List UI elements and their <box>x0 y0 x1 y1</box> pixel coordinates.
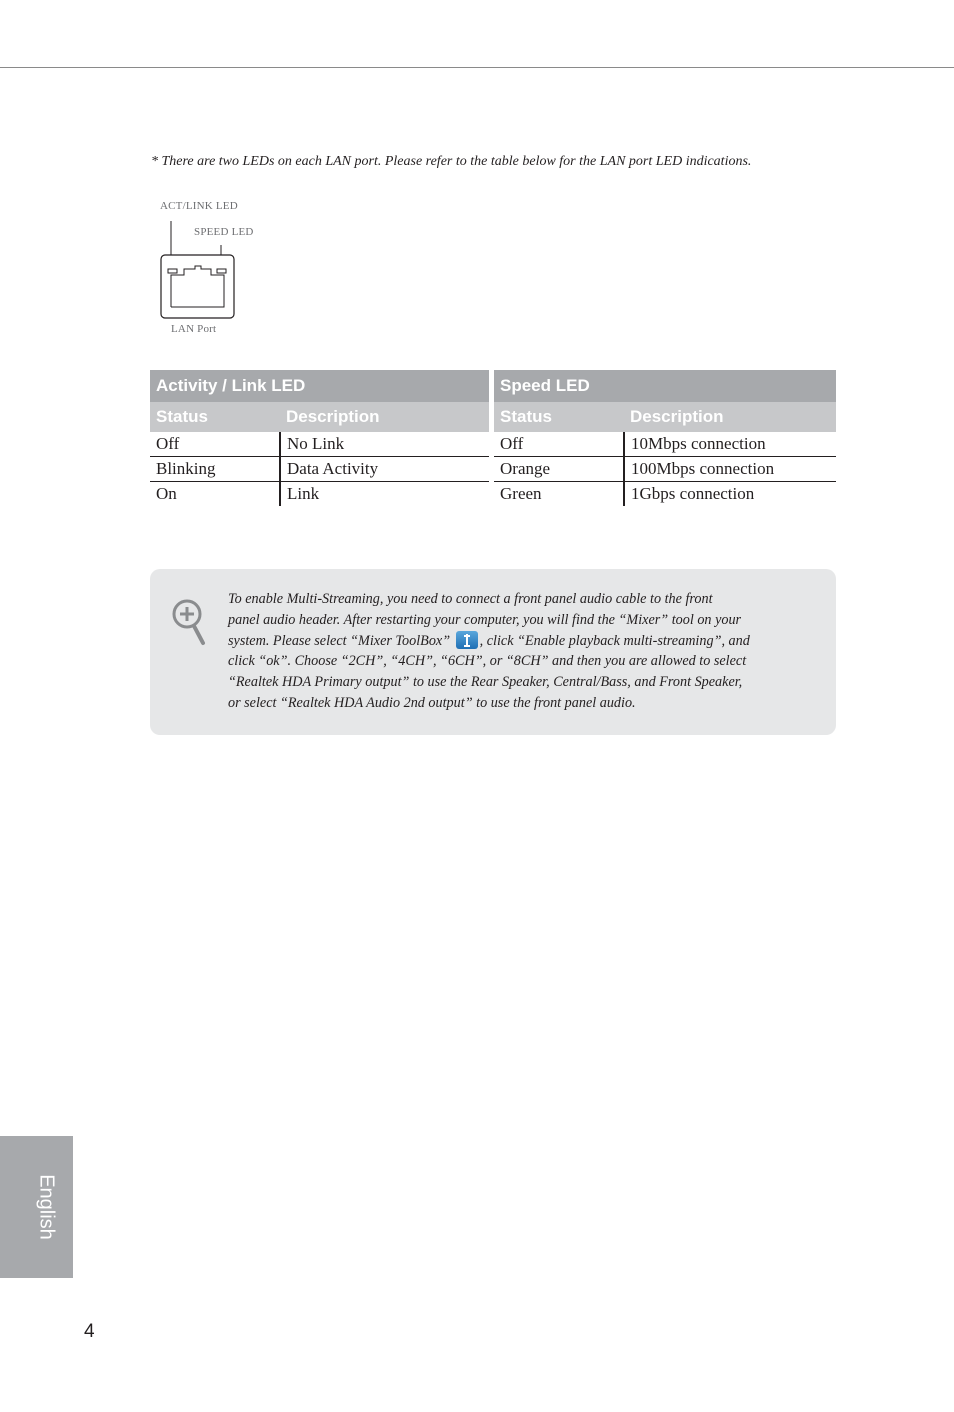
table-title-row <box>150 370 489 402</box>
description-cell: Data Activity <box>280 457 489 482</box>
table-row <box>494 432 836 457</box>
description-cell: 100Mbps connection <box>624 457 836 482</box>
multi-streaming-tip-box <box>150 569 836 735</box>
column-header-status: Status <box>494 402 624 432</box>
column-header-status: Status <box>150 402 280 432</box>
description-cell: 1Gbps connection <box>631 484 755 503</box>
tip-line-part: , click “Enable playback multi-streaming”, and <box>479 632 750 649</box>
lan-port-label: LAN Port <box>171 323 217 335</box>
table-row <box>150 457 489 482</box>
activity-link-led-table <box>150 370 489 506</box>
page-number: 4 <box>84 1321 95 1342</box>
column-header-description: Description <box>280 402 489 432</box>
status-cell: Green <box>494 482 624 507</box>
speed-table-title: Speed LED <box>494 370 836 402</box>
table-row <box>150 482 489 507</box>
status-cell: On <box>150 482 280 507</box>
act-link-led-label: ACT/LINK LED <box>160 200 238 212</box>
mixer-toolbox-icon <box>456 631 478 649</box>
activity-table-title: Activity / Link LED <box>150 370 489 402</box>
language-side-tab <box>0 1136 73 1278</box>
table-row <box>150 432 489 457</box>
status-cell: Blinking <box>150 457 280 482</box>
language-label: English <box>35 1174 58 1240</box>
column-header-description: Description <box>624 402 836 432</box>
table-row <box>494 457 836 482</box>
speed-led-label: SPEED LED <box>194 226 254 238</box>
tip-line: To enable Multi-Streaming, you need to connect a front panel audio cable to the front <box>228 591 713 607</box>
tip-line: or select “Realtek HDA Audio 2nd output” to use the front panel audio. <box>228 694 636 711</box>
description-cell: 10Mbps connection <box>624 432 836 457</box>
tip-line-part: system. Please select “Mixer ToolBox” <box>228 632 454 649</box>
table-header-row <box>150 402 489 432</box>
magnifier-plus-icon <box>170 597 210 649</box>
description-cell: Link <box>287 484 320 503</box>
table-header-row <box>494 402 836 432</box>
description-cell: No Link <box>280 432 489 457</box>
header-rule <box>0 67 954 68</box>
speed-led-table <box>494 370 836 506</box>
tip-line <box>228 631 788 652</box>
tip-line: “Realtek HDA Primary output” to use the Rear Speaker, Central/Bass, and Front Speaker, <box>228 674 743 691</box>
status-cell: Off <box>150 432 280 457</box>
lan-led-note: * There are two LEDs on each LAN port. Please refer to the table below for the LAN port LED indications. <box>151 154 752 169</box>
table-title-row <box>494 370 836 402</box>
tip-line: panel audio header. After restarting your computer, you will find the “Mixer” tool on your <box>228 611 742 628</box>
table-row <box>494 482 836 507</box>
status-cell: Off <box>494 432 624 457</box>
tip-text <box>228 589 788 714</box>
tip-line: click “ok”. Choose “2CH”, “4CH”, “6CH”, or “8CH” and then you are allowed to select <box>228 653 747 670</box>
lan-port-diagram <box>150 195 290 345</box>
status-cell: Orange <box>494 457 624 482</box>
